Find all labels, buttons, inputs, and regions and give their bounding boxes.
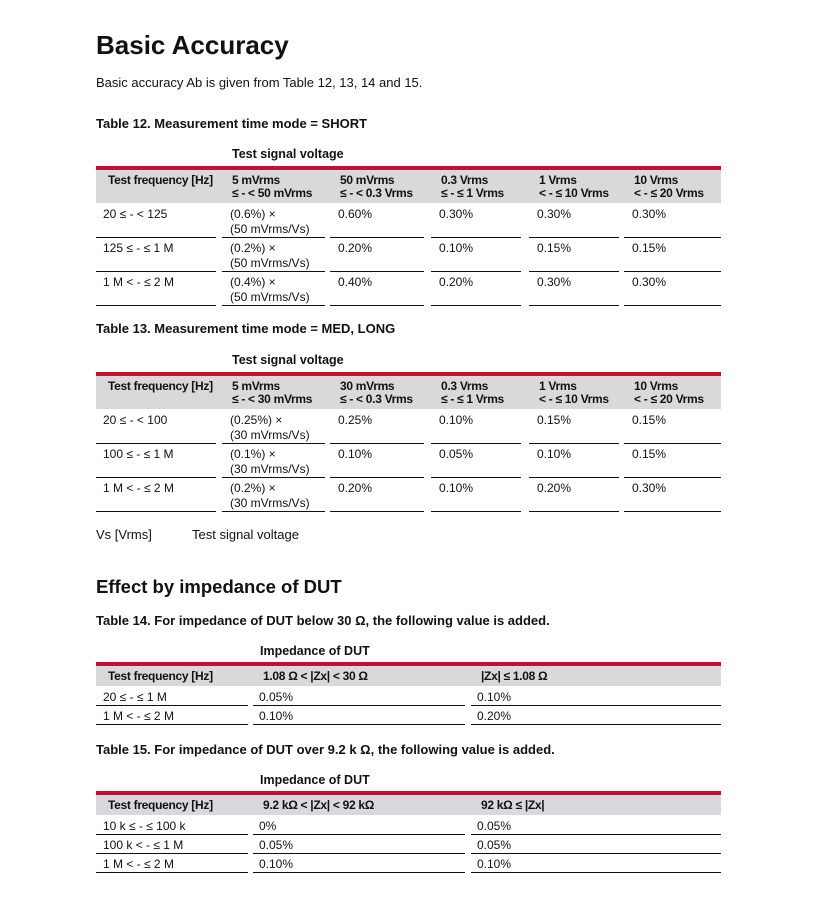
table12-row-0-rule-3 (431, 237, 521, 238)
table-13-group-label: Test signal voltage (232, 353, 344, 367)
table12-row-1-cell-1-line1: (0.2%) × (230, 241, 276, 255)
table13-row-1-cell-1-line1: (0.1%) × (230, 447, 276, 461)
table13-header-3-line1: 0.3 Vrms (441, 379, 488, 393)
table13-row-0-cell-0-line1: 20 ≤ - < 100 (103, 413, 168, 427)
table12-row-2-rule-4 (529, 305, 619, 306)
table13-row-2-cell-4-line1: 0.20% (537, 481, 572, 495)
table12-row-2-cell-3-line1: 0.20% (439, 275, 474, 289)
table12-row-0-rule-5 (624, 237, 721, 238)
table13-header-0-line1: Test frequency [Hz] (108, 379, 213, 393)
table14-header-0: Test frequency [Hz] (108, 669, 213, 683)
table13-row-0-rule-5 (624, 443, 721, 444)
table12-row-2-rule-5 (624, 305, 721, 306)
table13-row-1-cell-2-line1: 0.10% (338, 447, 373, 461)
table-14-group-label: Impedance of DUT (260, 644, 370, 658)
table13-header-3-line2: ≤ - ≤ 1 Vrms (441, 392, 504, 406)
table15-row-1-cell-1: 0.05% (259, 838, 294, 852)
intro-text: Basic accuracy Ab is given from Table 12, 13, 14 and 15. (96, 75, 423, 90)
table14-row-1-cell-2: 0.20% (477, 709, 512, 723)
table12-header-1-line2: ≤ - < 50 mVrms (232, 186, 313, 200)
table13-row-0-rule-0 (96, 443, 216, 444)
table14-row-1-rule-0 (96, 724, 248, 725)
table13-row-0-rule-4 (529, 443, 619, 444)
table14-row-1-cell-1: 0.10% (259, 709, 294, 723)
table12-row-1-rule-4 (529, 271, 619, 272)
table12-row-2-cell-1-line1: (0.4%) × (230, 275, 276, 289)
table14-row-1-cell-0: 1 M < - ≤ 2 M (103, 709, 174, 723)
table14-row-0-cell-0: 20 ≤ - ≤ 1 M (103, 690, 167, 704)
vs-definition (96, 527, 299, 542)
table12-header-5-line1: 10 Vrms (634, 173, 678, 187)
table13-row-2-rule-0 (96, 511, 216, 512)
table13-row-1-cell-0-line1: 100 ≤ - ≤ 1 M (103, 447, 174, 461)
table13-header-5-line1: 10 Vrms (634, 379, 678, 393)
table12-row-1-rule-3 (431, 271, 521, 272)
table12-row-2-rule-3 (431, 305, 521, 306)
table14-row-0-cell-1: 0.05% (259, 690, 294, 704)
table13-row-2-cell-1-line1: (0.2%) × (230, 481, 276, 495)
table13-row-0-cell-2-line1: 0.25% (338, 413, 373, 427)
table13-row-1-cell-5-line1: 0.15% (632, 447, 667, 461)
table12-header-5-line2: < - ≤ 20 Vrms (634, 186, 704, 200)
table13-row-1-cell-1-line2: (30 mVrms/Vs) (230, 462, 310, 476)
table12-header-3-line2: ≤ - ≤ 1 Vrms (441, 186, 504, 200)
table12-row-0-cell-3-line1: 0.30% (439, 207, 474, 221)
table13-row-1-rule-3 (431, 477, 521, 478)
table14-row-0-cell-2: 0.10% (477, 690, 512, 704)
table14-row-0-rule-1 (253, 705, 465, 706)
table12-row-1-cell-5-line1: 0.15% (632, 241, 667, 255)
table12-row-2-cell-2-line1: 0.40% (338, 275, 373, 289)
table13-row-1-rule-0 (96, 477, 216, 478)
table13-row-0-rule-2 (330, 443, 424, 444)
table15-header-0: Test frequency [Hz] (108, 798, 213, 812)
table13-row-1-cell-3-line1: 0.05% (439, 447, 474, 461)
vs-symbol: Vs [Vrms] (96, 527, 152, 542)
table13-row-1-rule-4 (529, 477, 619, 478)
table13-row-2-cell-1-line2: (30 mVrms/Vs) (230, 496, 310, 510)
table15-header-1: 9.2 kΩ < |Zx| < 92 kΩ (263, 798, 375, 812)
table12-row-0-rule-4 (529, 237, 619, 238)
table14-row-1-rule-1 (253, 724, 465, 725)
table12-header-2-line2: ≤ - < 0.3 Vrms (340, 186, 413, 200)
table12-row-0-rule-2 (330, 237, 424, 238)
table-15-caption: Table 15. For impedance of DUT over 9.2 k Ω, the following value is added. (96, 742, 555, 757)
table13-row-0-cell-1-line1: (0.25%) × (230, 413, 283, 427)
table15-row-1-cell-2: 0.05% (477, 838, 512, 852)
table12-row-2-cell-1-line2: (50 mVrms/Vs) (230, 290, 310, 304)
table-13-caption: Table 13. Measurement time mode = MED, LONG (96, 321, 396, 336)
table13-header-2-line1: 30 mVrms (340, 379, 395, 393)
table12-row-2-cell-0-line1: 1 M < - ≤ 2 M (103, 275, 174, 289)
table13-header-2-line2: ≤ - < 0.3 Vrms (340, 392, 413, 406)
table13-row-2-cell-2-line1: 0.20% (338, 481, 373, 495)
table12-row-1-cell-2-line1: 0.20% (338, 241, 373, 255)
table12-row-0-cell-1-line2: (50 mVrms/Vs) (230, 222, 310, 236)
table12-row-0-cell-1-line1: (0.6%) × (230, 207, 276, 221)
table14-header-2: |Zx| ≤ 1.08 Ω (481, 669, 548, 683)
table12-header-1-line1: 5 mVrms (232, 173, 280, 187)
table13-row-2-rule-5 (624, 511, 721, 512)
table13-row-2-rule-3 (431, 511, 521, 512)
table12-row-1-cell-1-line2: (50 mVrms/Vs) (230, 256, 310, 270)
table14-row-1-rule-2 (471, 724, 721, 725)
table14-row-0-rule-2 (471, 705, 721, 706)
table13-row-0-cell-4-line1: 0.15% (537, 413, 572, 427)
table12-header-4-line2: < - ≤ 10 Vrms (539, 186, 609, 200)
table15-row-0-cell-2: 0.05% (477, 819, 512, 833)
table13-row-0-cell-3-line1: 0.10% (439, 413, 474, 427)
table13-row-0-rule-1 (222, 443, 325, 444)
table12-row-1-rule-0 (96, 271, 216, 272)
table12-row-0-rule-0 (96, 237, 216, 238)
table12-row-2-rule-1 (222, 305, 325, 306)
table13-row-0-rule-3 (431, 443, 521, 444)
table15-row-0-cell-0: 10 k ≤ - ≤ 100 k (103, 819, 186, 833)
table15-row-2-cell-1: 0.10% (259, 857, 294, 871)
table12-row-1-rule-5 (624, 271, 721, 272)
table13-row-1-rule-1 (222, 477, 325, 478)
table15-row-2-rule-1 (253, 872, 465, 873)
table13-header-4-line1: 1 Vrms (539, 379, 577, 393)
table12-row-0-rule-1 (222, 237, 325, 238)
table15-row-2-cell-2: 0.10% (477, 857, 512, 871)
table14-header-1: 1.08 Ω < |Zx| < 30 Ω (263, 669, 368, 683)
table12-header-3-line1: 0.3 Vrms (441, 173, 488, 187)
vs-description: Test signal voltage (192, 527, 299, 542)
table12-row-0-cell-4-line1: 0.30% (537, 207, 572, 221)
table-14-caption: Table 14. For impedance of DUT below 30 Ω, the following value is added. (96, 613, 550, 628)
table12-row-2-cell-4-line1: 0.30% (537, 275, 572, 289)
table12-row-1-cell-3-line1: 0.10% (439, 241, 474, 255)
table13-row-2-cell-0-line1: 1 M < - ≤ 2 M (103, 481, 174, 495)
table12-row-0-cell-2-line1: 0.60% (338, 207, 373, 221)
table15-row-2-rule-2 (471, 872, 721, 873)
table-12-caption: Table 12. Measurement time mode = SHORT (96, 116, 368, 131)
table15-row-0-cell-1: 0% (259, 819, 277, 833)
table12-row-0-cell-5-line1: 0.30% (632, 207, 667, 221)
table15-row-1-rule-0 (96, 853, 248, 854)
table13-row-1-rule-5 (624, 477, 721, 478)
table15-row-0-rule-2 (471, 834, 721, 835)
table13-row-1-cell-4-line1: 0.10% (537, 447, 572, 461)
table12-row-2-cell-5-line1: 0.30% (632, 275, 667, 289)
table14-row-0-rule-0 (96, 705, 248, 706)
table12-header-0-line1: Test frequency [Hz] (108, 173, 213, 187)
table15-row-1-rule-1 (253, 853, 465, 854)
table13-row-2-cell-5-line1: 0.30% (632, 481, 667, 495)
table12-row-1-cell-4-line1: 0.15% (537, 241, 572, 255)
table13-row-0-cell-5-line1: 0.15% (632, 413, 667, 427)
table13-header-1-line1: 5 mVrms (232, 379, 280, 393)
table15-row-2-cell-0: 1 M < - ≤ 2 M (103, 857, 174, 871)
table13-row-2-cell-3-line1: 0.10% (439, 481, 474, 495)
table12-row-2-rule-0 (96, 305, 216, 306)
table12-row-2-rule-2 (330, 305, 424, 306)
table-12-group-label: Test signal voltage (232, 147, 344, 161)
table12-row-1-cell-0-line1: 125 ≤ - ≤ 1 M (103, 241, 174, 255)
table13-header-1-line2: ≤ - < 30 mVrms (232, 392, 313, 406)
table13-row-2-rule-4 (529, 511, 619, 512)
section-title-impedance: Effect by impedance of DUT (96, 576, 342, 597)
table12-row-0-cell-0-line1: 20 ≤ - < 125 (103, 207, 168, 221)
table13-row-2-rule-2 (330, 511, 424, 512)
table-15-group-label: Impedance of DUT (260, 773, 370, 787)
table15-row-0-rule-0 (96, 834, 248, 835)
table13-row-2-rule-1 (222, 511, 325, 512)
table15-row-0-rule-1 (253, 834, 465, 835)
table13-header-5-line2: < - ≤ 20 Vrms (634, 392, 704, 406)
table12-header-4-line1: 1 Vrms (539, 173, 577, 187)
table12-header-2-line1: 50 mVrms (340, 173, 395, 187)
table15-header-2: 92 kΩ ≤ |Zx| (481, 798, 545, 812)
table13-row-0-cell-1-line2: (30 mVrms/Vs) (230, 428, 310, 442)
table15-row-2-rule-0 (96, 872, 248, 873)
table15-row-1-cell-0: 100 k < - ≤ 1 M (103, 838, 184, 852)
table13-header-4-line2: < - ≤ 10 Vrms (539, 392, 609, 406)
table15-row-1-rule-2 (471, 853, 721, 854)
table12-row-1-rule-2 (330, 271, 424, 272)
table13-row-1-rule-2 (330, 477, 424, 478)
page-title: Basic Accuracy (96, 30, 289, 60)
table12-row-1-rule-1 (222, 271, 325, 272)
